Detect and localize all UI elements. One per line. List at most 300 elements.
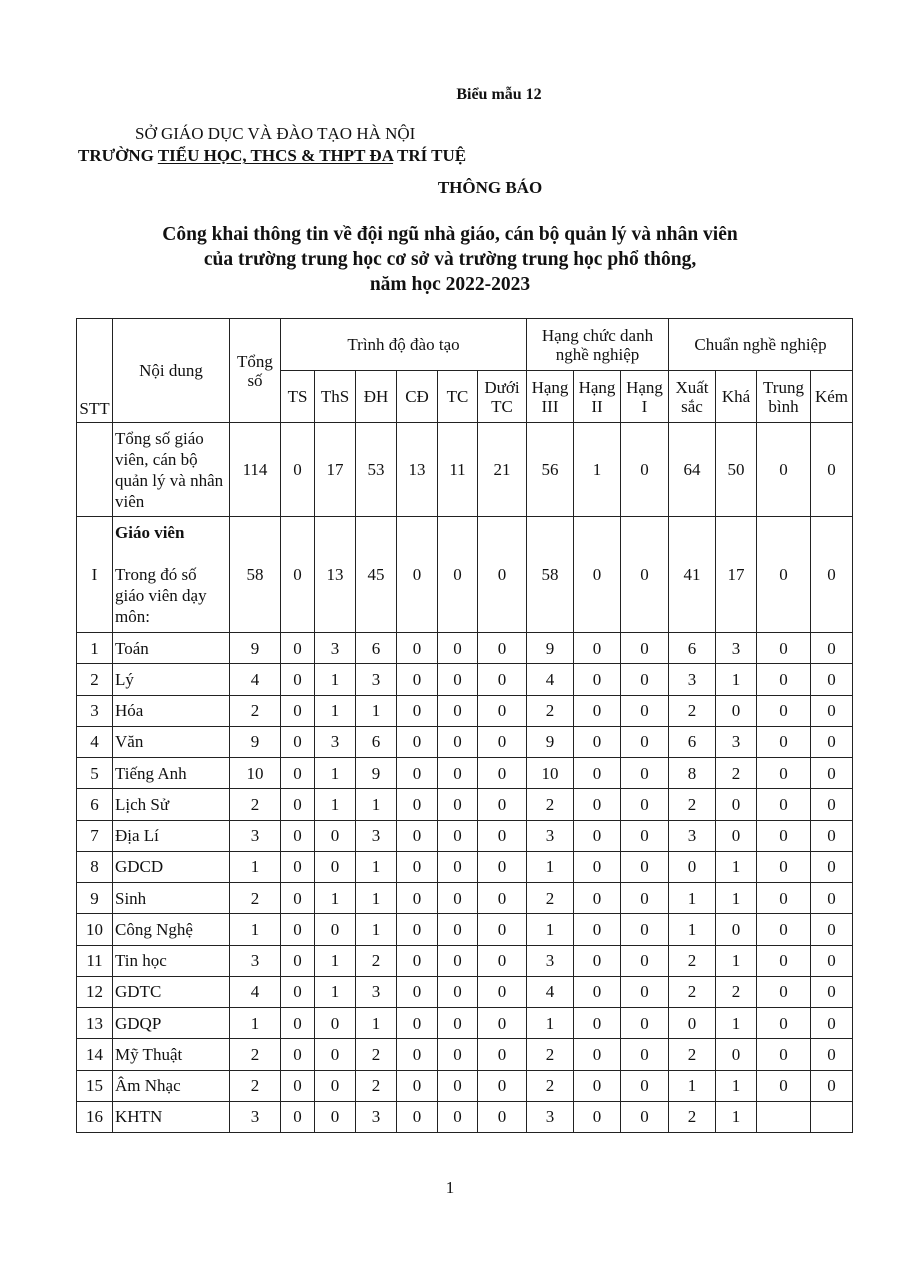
header-sub-line2: III bbox=[541, 396, 559, 416]
school-name-suffix: TRÍ TUỆ bbox=[393, 146, 467, 165]
cell-value: 0 bbox=[281, 1101, 315, 1132]
cell-value: 0 bbox=[621, 423, 669, 517]
cell-value: 0 bbox=[574, 789, 621, 820]
cell-value: 0 bbox=[811, 758, 853, 789]
cell-value: 3 bbox=[527, 1101, 574, 1132]
table-row-subject bbox=[77, 914, 853, 945]
notice-heading bbox=[0, 178, 900, 198]
cell-value: 1 bbox=[230, 851, 281, 882]
cell-value: 0 bbox=[397, 976, 438, 1007]
cell-value: 0 bbox=[438, 1008, 478, 1039]
table-row-subject bbox=[77, 820, 853, 851]
cell-value: 0 bbox=[478, 1101, 527, 1132]
cell-value: 0 bbox=[281, 851, 315, 882]
table-row-subject bbox=[77, 1008, 853, 1039]
cell-value: 0 bbox=[621, 664, 669, 695]
cell-value: 1 bbox=[356, 695, 397, 726]
document-title bbox=[0, 222, 900, 297]
cell-value: 0 bbox=[811, 976, 853, 1007]
cell-value: 0 bbox=[716, 914, 757, 945]
cell-value: 4 bbox=[527, 976, 574, 1007]
table-row-subject bbox=[77, 633, 853, 664]
cell-value: 1 bbox=[356, 914, 397, 945]
cell-value: 0 bbox=[574, 1101, 621, 1132]
school-name-prefix: TRƯỜNG bbox=[78, 146, 158, 165]
table-row-subject bbox=[77, 758, 853, 789]
table-row-subject bbox=[77, 1070, 853, 1101]
teacher-row-subtitle: Trong đó số giáo viên dạy môn: bbox=[115, 565, 207, 626]
cell-value: 0 bbox=[669, 1008, 716, 1039]
table-row-total bbox=[77, 423, 853, 517]
cell-value: 3 bbox=[527, 820, 574, 851]
cell-subject: KHTN bbox=[113, 1101, 230, 1132]
cell-value: 4 bbox=[230, 976, 281, 1007]
cell-value: 0 bbox=[478, 1008, 527, 1039]
cell-subject: GDCD bbox=[113, 851, 230, 882]
cell-value: 6 bbox=[356, 633, 397, 664]
cell-value: 0 bbox=[621, 883, 669, 914]
cell-value: 0 bbox=[397, 1008, 438, 1039]
cell-value: 0 bbox=[757, 664, 811, 695]
cell-value: 0 bbox=[281, 423, 315, 517]
cell-value: 9 bbox=[230, 726, 281, 757]
cell-value: 0 bbox=[757, 1070, 811, 1101]
cell-value: 8 bbox=[669, 758, 716, 789]
cell-value: 1 bbox=[356, 789, 397, 820]
cell-value: 0 bbox=[281, 517, 315, 633]
cell-value: 0 bbox=[811, 695, 853, 726]
cell-value: 0 bbox=[397, 945, 438, 976]
cell-value: 0 bbox=[478, 517, 527, 633]
cell-subject: Địa Lí bbox=[113, 820, 230, 851]
cell-value: 0 bbox=[397, 1070, 438, 1101]
cell-value: 0 bbox=[811, 726, 853, 757]
notice-heading-text: THÔNG BÁO bbox=[437, 178, 543, 197]
header-sub-4 bbox=[438, 371, 478, 423]
cell-value: 0 bbox=[757, 820, 811, 851]
school-name-underlined: TIỂU HỌC, THCS & THPT ĐA bbox=[157, 146, 394, 165]
cell-value: 1 bbox=[315, 883, 356, 914]
cell-value: 2 bbox=[230, 1070, 281, 1101]
header-total bbox=[230, 319, 281, 423]
cell-value: 9 bbox=[527, 633, 574, 664]
cell-value: 0 bbox=[574, 695, 621, 726]
cell-value: 0 bbox=[574, 1070, 621, 1101]
cell-value: 0 bbox=[478, 976, 527, 1007]
cell-value: 0 bbox=[315, 1070, 356, 1101]
cell-value: 0 bbox=[716, 820, 757, 851]
cell-value: 2 bbox=[669, 695, 716, 726]
cell-value: 0 bbox=[397, 1039, 438, 1070]
cell-value: 0 bbox=[438, 1101, 478, 1132]
header-sub-line1: TS bbox=[287, 387, 308, 406]
table-row-teachers bbox=[77, 517, 853, 633]
cell-value: 2 bbox=[230, 789, 281, 820]
cell-value: 0 bbox=[574, 517, 621, 633]
cell-value: 0 bbox=[281, 1070, 315, 1101]
cell-value: 0 bbox=[281, 945, 315, 976]
cell-subject: Âm Nhạc bbox=[113, 1070, 230, 1101]
header-total-line2: số bbox=[247, 370, 263, 390]
header-sub-8 bbox=[621, 371, 669, 423]
cell-stt: 11 bbox=[77, 945, 113, 976]
cell-value: 0 bbox=[811, 851, 853, 882]
cell-value: 2 bbox=[527, 695, 574, 726]
cell-value: 41 bbox=[669, 517, 716, 633]
cell-value: 0 bbox=[478, 945, 527, 976]
cell-value: 1 bbox=[356, 1008, 397, 1039]
cell-value: 0 bbox=[621, 1039, 669, 1070]
cell-content bbox=[113, 517, 230, 633]
cell-value: 3 bbox=[315, 726, 356, 757]
cell-value: 1 bbox=[716, 945, 757, 976]
cell-value: 0 bbox=[397, 517, 438, 633]
header-sub-line2: sắc bbox=[681, 396, 703, 416]
cell-value: 3 bbox=[356, 664, 397, 695]
cell-value: 1 bbox=[527, 851, 574, 882]
cell-value: 0 bbox=[757, 945, 811, 976]
cell-value: 0 bbox=[478, 1039, 527, 1070]
cell-stt: 4 bbox=[77, 726, 113, 757]
cell-value: 2 bbox=[230, 695, 281, 726]
cell-stt: 14 bbox=[77, 1039, 113, 1070]
table-row-subject bbox=[77, 1101, 853, 1132]
cell-value: 3 bbox=[230, 945, 281, 976]
cell-value: 0 bbox=[478, 664, 527, 695]
cell-value: 0 bbox=[621, 758, 669, 789]
cell-subject: Lý bbox=[113, 664, 230, 695]
cell-stt: 15 bbox=[77, 1070, 113, 1101]
cell-stt: 5 bbox=[77, 758, 113, 789]
cell-value: 4 bbox=[527, 664, 574, 695]
cell-value: 0 bbox=[811, 517, 853, 633]
cell-value: 3 bbox=[356, 1101, 397, 1132]
cell-value: 58 bbox=[527, 517, 574, 633]
cell-stt: 1 bbox=[77, 633, 113, 664]
cell-value: 1 bbox=[315, 758, 356, 789]
cell-value: 0 bbox=[315, 851, 356, 882]
cell-value: 0 bbox=[397, 664, 438, 695]
cell-value: 0 bbox=[397, 726, 438, 757]
cell-value: 11 bbox=[438, 423, 478, 517]
cell-value: 0 bbox=[438, 976, 478, 1007]
cell-value: 0 bbox=[621, 914, 669, 945]
cell-stt: 3 bbox=[77, 695, 113, 726]
cell-subject: GDQP bbox=[113, 1008, 230, 1039]
cell-value: 0 bbox=[438, 758, 478, 789]
cell-value: 1 bbox=[574, 423, 621, 517]
cell-value: 6 bbox=[669, 726, 716, 757]
header-sub-line2: bình bbox=[768, 396, 799, 416]
cell-value: 1 bbox=[356, 851, 397, 882]
department-name: SỞ GIÁO DỤC VÀ ĐÀO TẠO HÀ NỘI bbox=[135, 124, 416, 143]
cell-value: 2 bbox=[669, 1101, 716, 1132]
header-sub-12 bbox=[811, 371, 853, 423]
cell-value: 3 bbox=[230, 820, 281, 851]
cell-value: 0 bbox=[438, 914, 478, 945]
cell-subject: Công Nghệ bbox=[113, 914, 230, 945]
cell-value: 0 bbox=[281, 1039, 315, 1070]
table-header bbox=[77, 319, 853, 423]
table-row-subject bbox=[77, 726, 853, 757]
cell-value: 0 bbox=[397, 914, 438, 945]
cell-value: 0 bbox=[315, 820, 356, 851]
cell-value: 1 bbox=[716, 1008, 757, 1039]
cell-value: 2 bbox=[669, 945, 716, 976]
cell-value: 56 bbox=[527, 423, 574, 517]
cell-value: 2 bbox=[669, 1039, 716, 1070]
cell-value: 0 bbox=[397, 820, 438, 851]
cell-value: 9 bbox=[356, 758, 397, 789]
cell-value: 0 bbox=[811, 664, 853, 695]
cell-value: 0 bbox=[574, 1008, 621, 1039]
cell-value: 0 bbox=[574, 1039, 621, 1070]
header-sub-3 bbox=[397, 371, 438, 423]
cell-value: 0 bbox=[621, 789, 669, 820]
header-row-groups bbox=[77, 319, 853, 371]
header-sub-line1: Trung bbox=[763, 377, 804, 397]
header-sub-line2: I bbox=[641, 396, 648, 416]
cell-value: 1 bbox=[315, 945, 356, 976]
cell-subject: GDTC bbox=[113, 976, 230, 1007]
cell-value: 0 bbox=[811, 1039, 853, 1070]
cell-value: 0 bbox=[757, 1008, 811, 1039]
cell-value: 0 bbox=[621, 1101, 669, 1132]
title-line-1: Công khai thông tin về đội ngũ nhà giáo, cán bộ quản lý và nhân viên bbox=[162, 224, 738, 245]
header-rank-line2: nghề nghiệp bbox=[555, 344, 640, 364]
cell-value: 0 bbox=[281, 695, 315, 726]
cell-value: 0 bbox=[438, 851, 478, 882]
cell-value: 0 bbox=[281, 789, 315, 820]
cell-stt bbox=[77, 423, 113, 517]
table-row-subject bbox=[77, 883, 853, 914]
cell-value: 0 bbox=[281, 820, 315, 851]
cell-value: 0 bbox=[438, 517, 478, 633]
header-content: Nội dung bbox=[113, 319, 230, 423]
cell-value: 1 bbox=[315, 664, 356, 695]
cell-subject: Mỹ Thuật bbox=[113, 1039, 230, 1070]
table-row-subject bbox=[77, 664, 853, 695]
cell-value: 0 bbox=[397, 758, 438, 789]
cell-value: 53 bbox=[356, 423, 397, 517]
cell-value: 0 bbox=[811, 633, 853, 664]
cell-content: Tổng số giáo viên, cán bộ quản lý và nhân viên bbox=[113, 423, 230, 517]
cell-value: 0 bbox=[757, 517, 811, 633]
cell-value: 21 bbox=[478, 423, 527, 517]
cell-value: 0 bbox=[716, 695, 757, 726]
cell-stt: 10 bbox=[77, 914, 113, 945]
cell-value: 0 bbox=[621, 726, 669, 757]
cell-value: 0 bbox=[574, 726, 621, 757]
cell-value: 2 bbox=[669, 976, 716, 1007]
cell-stt: 13 bbox=[77, 1008, 113, 1039]
cell-value: 1 bbox=[315, 789, 356, 820]
cell-value: 0 bbox=[478, 883, 527, 914]
cell-value: 0 bbox=[281, 1008, 315, 1039]
cell-value: 10 bbox=[527, 758, 574, 789]
cell-value: 0 bbox=[621, 1070, 669, 1101]
cell-value: 3 bbox=[356, 820, 397, 851]
page-number: 1 bbox=[445, 1178, 455, 1197]
cell-value: 0 bbox=[621, 695, 669, 726]
header-sub-line2: TC bbox=[491, 396, 513, 416]
header-professional-standard: Chuẩn nghề nghiệp bbox=[669, 319, 853, 371]
cell-value: 1 bbox=[716, 1101, 757, 1132]
cell-value: 1 bbox=[527, 914, 574, 945]
cell-value: 0 bbox=[281, 726, 315, 757]
cell-value: 0 bbox=[281, 976, 315, 1007]
cell-value: 0 bbox=[281, 883, 315, 914]
cell-value: 1 bbox=[669, 1070, 716, 1101]
cell-value: 1 bbox=[315, 976, 356, 1007]
header-sub-line1: Dưới bbox=[484, 377, 520, 397]
cell-value: 1 bbox=[230, 914, 281, 945]
cell-value: 2 bbox=[230, 883, 281, 914]
header-sub-line1: Khá bbox=[721, 387, 751, 406]
cell-value: 0 bbox=[811, 1008, 853, 1039]
cell-value: 2 bbox=[230, 1039, 281, 1070]
header-sub-7 bbox=[574, 371, 621, 423]
cell-value: 0 bbox=[478, 914, 527, 945]
cell-value: 0 bbox=[478, 695, 527, 726]
cell-value: 0 bbox=[757, 758, 811, 789]
cell-value: 9 bbox=[527, 726, 574, 757]
cell-value: 0 bbox=[478, 789, 527, 820]
cell-value: 0 bbox=[574, 976, 621, 1007]
cell-value: 2 bbox=[527, 1070, 574, 1101]
cell-value: 0 bbox=[478, 1070, 527, 1101]
cell-value: 0 bbox=[757, 423, 811, 517]
header-sub-line1: Kém bbox=[814, 387, 849, 406]
cell-value: 1 bbox=[716, 883, 757, 914]
cell-value: 0 bbox=[757, 851, 811, 882]
cell-value: 0 bbox=[315, 1039, 356, 1070]
header-sub-2 bbox=[356, 371, 397, 423]
cell-stt: 6 bbox=[77, 789, 113, 820]
cell-value: 0 bbox=[315, 1101, 356, 1132]
cell-stt: 2 bbox=[77, 664, 113, 695]
cell-value: 0 bbox=[438, 820, 478, 851]
cell-value: 6 bbox=[356, 726, 397, 757]
cell-value: 0 bbox=[621, 820, 669, 851]
cell-value: 10 bbox=[230, 758, 281, 789]
header-sub-line1: Hạng bbox=[578, 377, 616, 397]
cell-stt: 8 bbox=[77, 851, 113, 882]
cell-value: 0 bbox=[574, 633, 621, 664]
cell-value: 0 bbox=[281, 633, 315, 664]
cell-value: 0 bbox=[811, 820, 853, 851]
cell-value: 45 bbox=[356, 517, 397, 633]
cell-value: 0 bbox=[574, 914, 621, 945]
teacher-row-title: Giáo viên bbox=[115, 523, 185, 542]
cell-value: 0 bbox=[757, 726, 811, 757]
cell-value: 9 bbox=[230, 633, 281, 664]
cell-value: 0 bbox=[281, 914, 315, 945]
cell-value: 1 bbox=[669, 883, 716, 914]
cell-value: 0 bbox=[397, 883, 438, 914]
cell-value: 0 bbox=[757, 633, 811, 664]
cell-value: 2 bbox=[716, 976, 757, 1007]
table-row-subject bbox=[77, 945, 853, 976]
cell-value: 2 bbox=[527, 789, 574, 820]
cell-stt: 9 bbox=[77, 883, 113, 914]
header-sub-line1: ĐH bbox=[363, 387, 389, 406]
cell-value: 0 bbox=[397, 789, 438, 820]
cell-value: 1 bbox=[356, 883, 397, 914]
cell-value: 2 bbox=[356, 1039, 397, 1070]
form-number-text: Biểu mẫu 12 bbox=[456, 86, 542, 103]
header-sub-line2: II bbox=[591, 396, 603, 416]
header-sub-line1: Hạng bbox=[531, 377, 569, 397]
cell-value: 0 bbox=[438, 945, 478, 976]
header-sub-10 bbox=[716, 371, 757, 423]
cell-value: 0 bbox=[478, 633, 527, 664]
staff-table bbox=[76, 318, 853, 1133]
cell-value: 2 bbox=[527, 1039, 574, 1070]
cell-value: 3 bbox=[716, 633, 757, 664]
header-sub-line1: CĐ bbox=[405, 387, 429, 406]
cell-value: 114 bbox=[230, 423, 281, 517]
cell-subject: Hóa bbox=[113, 695, 230, 726]
header-training-level: Trình độ đào tạo bbox=[281, 319, 527, 371]
cell-value: 0 bbox=[438, 695, 478, 726]
cell-value: 6 bbox=[669, 633, 716, 664]
cell-value: 0 bbox=[397, 1101, 438, 1132]
cell-value: 0 bbox=[621, 976, 669, 1007]
cell-value: 0 bbox=[574, 945, 621, 976]
cell-value: 0 bbox=[757, 914, 811, 945]
cell-value: 1 bbox=[716, 1070, 757, 1101]
header-sub-line1: Xuất bbox=[675, 377, 709, 397]
table-row-subject bbox=[77, 976, 853, 1007]
header-rank-line1: Hạng chức danh bbox=[541, 325, 654, 345]
cell-value: 0 bbox=[397, 695, 438, 726]
cell-value: 0 bbox=[757, 883, 811, 914]
cell-value: 0 bbox=[478, 726, 527, 757]
cell-subject: Tiếng Anh bbox=[113, 758, 230, 789]
cell-value: 0 bbox=[621, 851, 669, 882]
cell-value: 1 bbox=[669, 914, 716, 945]
table-row-subject bbox=[77, 1039, 853, 1070]
cell-value: 0 bbox=[621, 945, 669, 976]
table-row-subject bbox=[77, 789, 853, 820]
cell-value: 2 bbox=[356, 945, 397, 976]
header-sub-5 bbox=[478, 371, 527, 423]
cell-value: 0 bbox=[716, 789, 757, 820]
cell-value: 3 bbox=[230, 1101, 281, 1132]
header-sub-line1: TC bbox=[446, 387, 469, 406]
cell-subject: Toán bbox=[113, 633, 230, 664]
cell-value: 0 bbox=[757, 789, 811, 820]
cell-value: 0 bbox=[478, 851, 527, 882]
cell-value: 3 bbox=[716, 726, 757, 757]
cell-value: 0 bbox=[438, 633, 478, 664]
cell-value: 64 bbox=[669, 423, 716, 517]
cell-subject: Văn bbox=[113, 726, 230, 757]
cell-value: 0 bbox=[438, 789, 478, 820]
cell-value: 0 bbox=[621, 633, 669, 664]
cell-value: 0 bbox=[621, 1008, 669, 1039]
cell-value: 0 bbox=[716, 1039, 757, 1070]
header-sub-6 bbox=[527, 371, 574, 423]
cell-value: 0 bbox=[757, 976, 811, 1007]
cell-value: 2 bbox=[356, 1070, 397, 1101]
cell-value: 17 bbox=[716, 517, 757, 633]
cell-value: 0 bbox=[438, 1039, 478, 1070]
cell-subject: Tin học bbox=[113, 945, 230, 976]
form-number bbox=[0, 86, 900, 104]
cell-value: 0 bbox=[438, 664, 478, 695]
